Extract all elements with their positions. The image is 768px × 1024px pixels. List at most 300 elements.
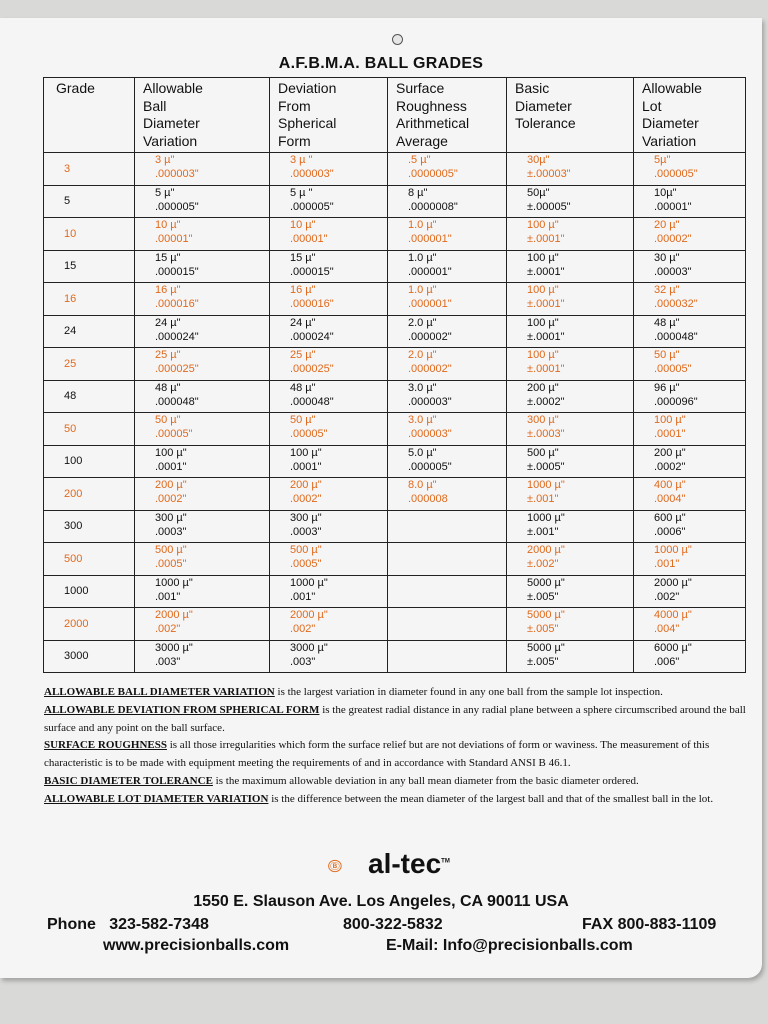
column-header-line: Allowable	[642, 80, 702, 96]
value-cell	[135, 445, 270, 478]
micro-inch-value: 1.0 µ"	[408, 251, 437, 264]
inch-value: .00002"	[654, 233, 692, 245]
email-link[interactable]: E-Mail: Info@precisionballs.com	[386, 937, 633, 954]
value-cell	[135, 218, 270, 251]
value-cell	[135, 185, 270, 218]
value-cell	[270, 380, 388, 413]
value-cell	[507, 250, 634, 283]
inch-value: ±.00005"	[527, 200, 571, 213]
micro-inch-value: 500 µ"	[290, 544, 322, 556]
inch-value: .000002"	[408, 330, 452, 343]
micro-inch-value: 50 µ"	[290, 414, 316, 426]
value-cell	[270, 510, 388, 543]
definition-text: is the maximum allowable deviation in any ball mean diameter from the basic diameter ordered.	[212, 774, 639, 787]
definition-term: ALLOWABLE BALL DIAMETER VARIATION	[44, 686, 275, 698]
definition	[44, 737, 750, 773]
micro-inch-value: 24 µ"	[290, 316, 316, 329]
micro-inch-value: 4000 µ"	[654, 609, 692, 621]
grade-cell: 300	[44, 510, 135, 543]
inch-value: .000005"	[408, 460, 452, 473]
micro-inch-value: 5.0 µ"	[408, 446, 437, 459]
value-cell	[634, 283, 746, 316]
micro-inch-value: 25 µ"	[155, 349, 181, 361]
inch-value: .0002"	[155, 493, 187, 505]
value-cell	[270, 445, 388, 478]
micro-inch-value: 30 µ"	[654, 251, 680, 264]
table-row	[44, 153, 746, 186]
inch-value: ±.005"	[527, 623, 559, 635]
inch-value: ±.0001"	[527, 233, 565, 245]
value-cell	[507, 608, 634, 641]
value-cell	[634, 640, 746, 673]
definition-text: is the largest variation in diameter found in any one ball from the sample lot inspection.	[274, 686, 663, 698]
definition-term: ALLOWABLE DEVIATION FROM SPHERICAL FORM	[44, 703, 320, 716]
value-cell	[507, 510, 634, 543]
value-cell	[270, 153, 388, 186]
micro-inch-value: 100 µ"	[527, 316, 559, 329]
micro-inch-value: 200 µ"	[290, 479, 322, 491]
inch-value: .0000008"	[408, 200, 458, 213]
micro-inch-value: 100 µ"	[155, 446, 187, 459]
value-cell	[388, 575, 507, 608]
definition-text: is all those irregularities which form the surface relief but are not deviations of form or waviness. The measurement of this characteristic is to be made with equipment meeting the requirements of and in accordance with Standard ANSI B 46.1.	[44, 739, 710, 770]
value-cell	[388, 510, 507, 543]
inch-value: .003"	[155, 655, 181, 668]
value-cell	[634, 380, 746, 413]
inch-value: .0006"	[654, 525, 686, 538]
micro-inch-value: 3.0 µ"	[408, 414, 437, 426]
micro-inch-value: 1000 µ"	[155, 576, 193, 589]
inch-value: .003"	[290, 655, 316, 668]
column-header	[270, 78, 388, 153]
value-cell	[270, 315, 388, 348]
value-cell	[507, 315, 634, 348]
micro-inch-value: 50 µ"	[155, 414, 181, 426]
grade-cell: 5	[44, 185, 135, 218]
column-header-line: Arithmetical	[396, 115, 470, 131]
inch-value: ±.0001"	[527, 330, 565, 343]
inch-value: .001"	[654, 558, 680, 570]
website-link[interactable]: www.precisionballs.com	[103, 937, 290, 954]
value-cell	[135, 543, 270, 576]
inch-value: .006"	[654, 655, 680, 668]
phone-label: Phone	[47, 916, 96, 933]
micro-inch-value: 50µ"	[527, 186, 550, 199]
value-cell	[270, 283, 388, 316]
micro-inch-value: 100 µ"	[527, 219, 559, 231]
value-cell	[507, 348, 634, 381]
column-header-line: From	[278, 97, 311, 114]
inch-value: .00001"	[155, 233, 193, 245]
column-header-line: Grade	[56, 80, 95, 96]
definition	[44, 791, 750, 809]
grade-cell: 500	[44, 543, 135, 576]
grade-cell: 48	[44, 380, 135, 413]
value-cell	[388, 283, 507, 316]
table-row	[44, 575, 746, 608]
inch-value: .0003"	[290, 525, 322, 538]
micro-inch-value: 200 µ"	[155, 479, 187, 491]
inch-value: .000003"	[290, 168, 334, 180]
inch-value: ±.002"	[527, 558, 559, 570]
value-cell	[270, 250, 388, 283]
inch-value: .000016"	[290, 298, 334, 310]
inch-value: .0000005"	[408, 168, 458, 180]
phone-number: 323-582-7348	[109, 916, 209, 933]
value-cell	[507, 218, 634, 251]
micro-inch-value: 16 µ"	[155, 284, 181, 296]
value-cell	[135, 348, 270, 381]
inch-value: .000003"	[408, 395, 452, 408]
value-cell	[507, 640, 634, 673]
value-cell	[507, 153, 634, 186]
micro-inch-value: 25 µ"	[290, 349, 316, 361]
inch-value: .000001"	[408, 265, 452, 278]
micro-inch-value: 1000 µ"	[290, 576, 328, 589]
value-cell	[507, 575, 634, 608]
inch-value: ±.0001"	[527, 265, 565, 278]
micro-inch-value: 5µ"	[654, 154, 671, 166]
inch-value: .000025"	[155, 363, 199, 375]
grade-cell: 25	[44, 348, 135, 381]
column-header	[634, 78, 746, 153]
micro-inch-value: 8.0 µ"	[408, 479, 437, 491]
micro-inch-value: 1.0 µ"	[408, 219, 437, 231]
micro-inch-value: 100 µ"	[527, 349, 559, 361]
value-cell	[388, 185, 507, 218]
value-cell	[270, 608, 388, 641]
micro-inch-value: 24 µ"	[155, 316, 181, 329]
value-cell	[507, 543, 634, 576]
value-cell	[135, 608, 270, 641]
inch-value: ±.005"	[527, 590, 559, 603]
value-cell	[135, 283, 270, 316]
value-cell	[135, 510, 270, 543]
definition-term: SURFACE ROUGHNESS	[44, 739, 167, 752]
table-row	[44, 445, 746, 478]
value-cell	[270, 543, 388, 576]
value-cell	[135, 380, 270, 413]
page-title: A.F.B.M.A. BALL GRADES	[278, 55, 484, 72]
value-cell	[270, 478, 388, 511]
definition-text: is the greatest radial distance in any radial plane between a sphere circumscribed around the ball surface and any point on the ball surface.	[44, 703, 746, 734]
micro-inch-value: 100 µ"	[654, 414, 686, 426]
micro-inch-value: 2.0 µ"	[408, 316, 437, 329]
micro-inch-value: 100 µ"	[290, 446, 322, 459]
value-cell	[507, 478, 634, 511]
value-cell	[388, 445, 507, 478]
inch-value: .0002"	[654, 460, 686, 473]
value-cell	[388, 153, 507, 186]
inch-value: .000015"	[290, 265, 334, 278]
table-row	[44, 510, 746, 543]
micro-inch-value: 3000 µ"	[290, 641, 328, 654]
grade-cell: 200	[44, 478, 135, 511]
definition-text: is the difference between the mean diameter of the largest ball and that of the smallest ball in the lot.	[268, 792, 714, 805]
table-header-row	[44, 78, 746, 153]
value-cell	[388, 380, 507, 413]
inch-value: .00001"	[654, 200, 692, 213]
value-cell	[388, 608, 507, 641]
micro-inch-value: 5000 µ"	[527, 609, 565, 621]
table-row	[44, 250, 746, 283]
table-row	[44, 478, 746, 511]
definition	[44, 773, 750, 791]
value-cell	[634, 445, 746, 478]
value-cell	[634, 510, 746, 543]
inch-value: .000005"	[654, 168, 698, 180]
inch-value: .000005"	[290, 200, 334, 213]
inch-value: .002"	[654, 590, 680, 603]
inch-value: .0002"	[290, 493, 322, 505]
micro-inch-value: 96 µ"	[654, 381, 680, 394]
grade-cell: 1000	[44, 575, 135, 608]
column-header	[507, 78, 634, 153]
micro-inch-value: 10 µ"	[290, 219, 316, 231]
micro-inch-value: 8 µ"	[408, 186, 428, 199]
micro-inch-value: 15 µ"	[155, 251, 181, 264]
micro-inch-value: 5000 µ"	[527, 576, 565, 589]
grade-cell: 50	[44, 413, 135, 446]
inch-value: .000024"	[290, 330, 334, 343]
value-cell	[135, 575, 270, 608]
inch-value: .000008	[408, 493, 448, 505]
inch-value: .002"	[155, 623, 181, 635]
value-cell	[507, 380, 634, 413]
table-row	[44, 315, 746, 348]
company-address: 1550 E. Slauson Ave. Los Angeles, CA 90011 USA	[193, 893, 569, 910]
inch-value: .000025"	[290, 363, 334, 375]
inch-value: ±.001"	[527, 525, 559, 538]
inch-value: .000003"	[408, 428, 452, 440]
micro-inch-value: 100 µ"	[527, 284, 559, 296]
micro-inch-value: 200 µ"	[527, 381, 559, 394]
inch-value: .000024"	[155, 330, 199, 343]
value-cell	[634, 608, 746, 641]
inch-value: .000001"	[408, 298, 452, 310]
column-header-line: Diameter	[143, 115, 200, 131]
value-cell	[388, 478, 507, 511]
inch-value: .00005"	[654, 363, 692, 375]
micro-inch-value: 5 µ "	[290, 186, 313, 199]
value-cell	[135, 315, 270, 348]
table-row	[44, 218, 746, 251]
column-header-line: Roughness	[396, 97, 467, 114]
fax-number: FAX 800-883-1109	[582, 916, 717, 933]
column-header	[44, 78, 135, 153]
micro-inch-value: 3 µ "	[290, 154, 313, 166]
grade-cell: 16	[44, 283, 135, 316]
column-header-line: Deviation	[278, 80, 337, 96]
column-header-line: Variation	[143, 132, 198, 149]
company-name: al-tec™	[368, 848, 450, 879]
column-header-line: Diameter	[642, 115, 699, 131]
micro-inch-value: 500 µ"	[527, 446, 559, 459]
micro-inch-value: 200 µ"	[654, 446, 686, 459]
value-cell	[388, 218, 507, 251]
micro-inch-value: 30µ"	[527, 154, 550, 166]
tollfree-number: 800-322-5832	[343, 916, 443, 933]
column-header-line: Tolerance	[515, 115, 576, 131]
inch-value: .001"	[290, 590, 316, 603]
inch-value: .00003"	[654, 265, 692, 278]
column-header-line: Spherical	[278, 115, 337, 131]
value-cell	[507, 445, 634, 478]
value-cell	[388, 543, 507, 576]
value-cell	[388, 640, 507, 673]
column-header	[135, 78, 270, 153]
micro-inch-value: 2000 µ"	[527, 544, 565, 556]
micro-inch-value: 1000 µ"	[527, 479, 565, 491]
micro-inch-value: 48 µ"	[155, 381, 181, 394]
value-cell	[270, 185, 388, 218]
micro-inch-value: 3 µ"	[155, 154, 175, 166]
inch-value: .000001"	[408, 233, 452, 245]
inch-value: ±.005"	[527, 655, 559, 668]
value-cell	[634, 218, 746, 251]
value-cell	[388, 348, 507, 381]
value-cell	[270, 575, 388, 608]
micro-inch-value: 32 µ"	[654, 284, 680, 296]
inch-value: .0005"	[155, 558, 187, 570]
micro-inch-value: 3000 µ"	[155, 641, 193, 654]
column-header-line: Basic	[515, 80, 550, 96]
table-row	[44, 283, 746, 316]
micro-inch-value: 10 µ"	[155, 219, 181, 231]
inch-value: .000032"	[654, 298, 698, 310]
grade-cell: 24	[44, 315, 135, 348]
micro-inch-value: 1.0 µ"	[408, 284, 437, 296]
value-cell	[135, 250, 270, 283]
column-header-line: Allowable	[143, 80, 203, 96]
inch-value: .00001"	[290, 233, 328, 245]
micro-inch-value: 6000 µ"	[654, 641, 692, 654]
grade-cell: 2000	[44, 608, 135, 641]
grade-cell: 3	[44, 153, 135, 186]
micro-inch-value: 20 µ"	[654, 219, 680, 231]
inch-value: .000005"	[155, 200, 199, 213]
micro-inch-value: 1000 µ"	[654, 544, 692, 556]
micro-inch-value: 300 µ"	[290, 511, 322, 524]
value-cell	[507, 283, 634, 316]
inch-value: .000016"	[155, 298, 199, 310]
value-cell	[634, 185, 746, 218]
value-cell	[634, 348, 746, 381]
value-cell	[270, 218, 388, 251]
micro-inch-value: 500 µ"	[155, 544, 187, 556]
phone-line	[47, 916, 209, 934]
column-header	[388, 78, 507, 153]
inch-value: .000002"	[408, 363, 452, 375]
inch-value: .000048"	[290, 395, 334, 408]
inch-value: ±.0001"	[527, 298, 565, 310]
micro-inch-value: .5 µ"	[408, 154, 431, 166]
table-row	[44, 348, 746, 381]
inch-value: .0005"	[290, 558, 322, 570]
micro-inch-value: 400 µ"	[654, 479, 686, 491]
table-row	[44, 413, 746, 446]
inch-value: ±.0003"	[527, 428, 565, 440]
ball-grades-table	[43, 77, 746, 673]
grade-cell: 15	[44, 250, 135, 283]
value-cell	[634, 543, 746, 576]
value-cell	[135, 153, 270, 186]
micro-inch-value: 100 µ"	[527, 251, 559, 264]
hanging-hole	[392, 34, 403, 45]
inch-value: .002"	[290, 623, 316, 635]
definition-term: ALLOWABLE LOT DIAMETER VARIATION	[44, 792, 269, 805]
micro-inch-value: 48 µ"	[290, 381, 316, 394]
micro-inch-value: 50 µ"	[654, 349, 680, 361]
definition	[44, 702, 750, 738]
column-header-line: Variation	[642, 132, 697, 149]
value-cell	[135, 413, 270, 446]
micro-inch-value: 300 µ"	[527, 414, 559, 426]
micro-inch-value: 2000 µ"	[155, 609, 193, 621]
grade-cell: 100	[44, 445, 135, 478]
micro-inch-value: 600 µ"	[654, 511, 686, 524]
column-header-line: Diameter	[515, 97, 572, 114]
inch-value: ±.001"	[527, 493, 559, 505]
micro-inch-value: 2000 µ"	[654, 576, 692, 589]
value-cell	[135, 640, 270, 673]
table-row	[44, 543, 746, 576]
value-cell	[507, 413, 634, 446]
definitions-section	[44, 684, 750, 809]
column-header-line: Ball	[143, 97, 167, 114]
column-header-line: Lot	[642, 97, 662, 114]
inch-value: .00005"	[155, 428, 193, 440]
inch-value: .0004"	[654, 493, 686, 505]
inch-value: .0001"	[654, 428, 686, 440]
micro-inch-value: 2000 µ"	[290, 609, 328, 621]
inch-value: .004"	[654, 623, 680, 635]
inch-value: .000003"	[155, 168, 199, 180]
value-cell	[634, 250, 746, 283]
value-cell	[634, 413, 746, 446]
micro-inch-value: 2.0 µ"	[408, 349, 437, 361]
column-header-line: Average	[396, 132, 448, 149]
table-row	[44, 380, 746, 413]
value-cell	[634, 575, 746, 608]
value-cell	[270, 413, 388, 446]
micro-inch-value: 3.0 µ"	[408, 381, 437, 394]
inch-value: .00005"	[290, 428, 328, 440]
value-cell	[135, 478, 270, 511]
inch-value: .001"	[155, 590, 181, 603]
micro-inch-value: 15 µ"	[290, 251, 316, 264]
inch-value: .000096"	[654, 395, 698, 408]
column-header-line: Form	[278, 132, 311, 149]
table-row	[44, 640, 746, 673]
value-cell	[270, 348, 388, 381]
inch-value: ±.0005"	[527, 460, 565, 473]
micro-inch-value: 16 µ"	[290, 284, 316, 296]
value-cell	[388, 250, 507, 283]
micro-inch-value: 300 µ"	[155, 511, 187, 524]
inch-value: ±.0001"	[527, 363, 565, 375]
inch-value: .0003"	[155, 525, 187, 538]
inch-value: .000015"	[155, 265, 199, 278]
value-cell	[634, 478, 746, 511]
table-row	[44, 608, 746, 641]
value-cell	[507, 185, 634, 218]
micro-inch-value: 48 µ"	[654, 316, 680, 329]
logo-letter: B	[332, 863, 338, 871]
inch-value: .0001"	[290, 460, 322, 473]
micro-inch-value: 10µ"	[654, 186, 677, 199]
definition-term: BASIC DIAMETER TOLERANCE	[44, 774, 213, 787]
